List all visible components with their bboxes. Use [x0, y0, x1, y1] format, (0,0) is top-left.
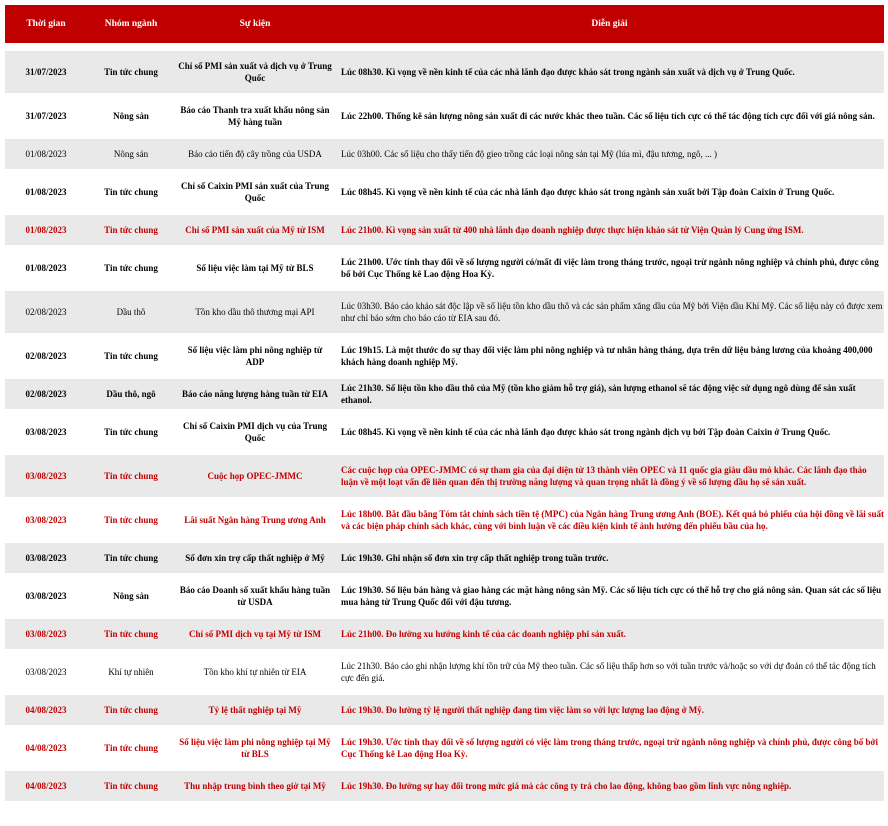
cell-event: Chỉ số PMI sản xuất của Mỹ từ ISM	[175, 214, 335, 246]
cell-explanation: Lúc 03h00. Các số liệu cho thấy tiến độ gieo trồng các loại nông sản tại Mỹ (lúa mì, đậu tương, ngô, ... )	[335, 138, 884, 170]
table-row	[5, 618, 884, 650]
cell-group: Tin tức chung	[87, 410, 175, 454]
cell-date: 31/07/2023	[5, 94, 87, 138]
cell-group: Tin tức chung	[87, 770, 175, 802]
cell-explanation: Lúc 08h45. Kì vọng về nền kinh tế của các nhà lãnh đạo được khảo sát trong ngành sản xuất bởi Tập đoàn Caixin ở Trung Quốc.	[335, 170, 884, 214]
cell-explanation: Lúc 19h30. Đo lường tỷ lệ người thất nghiệp đang tìm việc làm so với lực lượng lao động ở Mỹ.	[335, 694, 884, 726]
cell-group: Khí tự nhiên	[87, 650, 175, 694]
cell-group: Tin tức chung	[87, 170, 175, 214]
cell-date: 03/08/2023	[5, 498, 87, 542]
cell-event: Lãi suất Ngân hàng Trung ương Anh	[175, 498, 335, 542]
cell-explanation: Lúc 08h30. Kì vọng về nền kinh tế của các nhà lãnh đạo được khảo sát trong ngành sản xuất và dịch vụ ở Trung Quốc.	[335, 51, 884, 94]
cell-group: Tin tức chung	[87, 618, 175, 650]
table-row	[5, 574, 884, 618]
cell-date: 02/08/2023	[5, 290, 87, 334]
cell-explanation: Lúc 03h30. Báo cáo khảo sát độc lập về số liệu tồn kho dầu thô và các sản phẩm xăng dầu của Mỹ bởi Viện dầu Khí Mỹ. Các số liệu này có được xem như chỉ báo sớm cho báo cáo từ EIA sau đó.	[335, 290, 884, 334]
cell-date: 01/08/2023	[5, 138, 87, 170]
cell-event: Tồn kho khí tự nhiên từ EIA	[175, 650, 335, 694]
cell-date: 03/08/2023	[5, 650, 87, 694]
cell-event: Chỉ số Caixin PMI sản xuất của Trung Quốc	[175, 170, 335, 214]
cell-explanation: Lúc 19h30. Số liệu bán hàng và giao hàng các mặt hàng nông sản Mỹ. Các số liệu tích cực có thể hỗ trợ cho giá nông sản. Quan sát các số liệu mua hàng từ Trung Quốc đối với đậu tương.	[335, 574, 884, 618]
cell-group: Tin tức chung	[87, 498, 175, 542]
cell-explanation: Lúc 19h15. Là một thước đo sự thay đổi việc làm phi nông nghiệp và tư nhân hàng tháng, dựa trên dữ liệu bảng lương của khoảng 400,000 khách hàng doanh nghiệp Mỹ.	[335, 334, 884, 378]
table-row	[5, 94, 884, 138]
cell-group: Nông sản	[87, 574, 175, 618]
table-row	[5, 694, 884, 726]
cell-event: Cuộc họp OPEC-JMMC	[175, 454, 335, 498]
cell-explanation: Lúc 21h30. Báo cáo ghi nhận lượng khí tồn trữ của Mỹ theo tuần. Các số liệu thấp hơn so với tuần trước và/hoặc so với dự đoán có thể tác động tích cực đến giá.	[335, 650, 884, 694]
header-event: Sự kiện	[175, 5, 335, 43]
cell-explanation: Lúc 21h00. Ước tính thay đổi về số lượng người có/mất đi việc làm trong tháng trước, ngoại trừ ngành nông nghiệp và chính phủ, được công bố bởi Cục Thống kê Lao động Hoa Kỳ.	[335, 246, 884, 290]
cell-explanation: Lúc 21h00. Đo lường xu hướng kinh tế của các doanh nghiệp phi sản xuất.	[335, 618, 884, 650]
header-explanation: Diễn giải	[335, 5, 884, 43]
cell-event: Số đơn xin trợ cấp thất nghiệp ở Mỹ	[175, 542, 335, 574]
cell-event: Chỉ số PMI dịch vụ tại Mỹ từ ISM	[175, 618, 335, 650]
cell-explanation: Các cuộc họp của OPEC-JMMC có sự tham gia của đại diện từ 13 thành viên OPEC và 11 quốc gia giàu dầu mỏ khác. Các lãnh đạo thảo luận về một loạt vấn đề liên quan đến thị trường năng lượng và quan trọng nhất là đồng ý về số lượng dầu họ sẽ sản xuất.	[335, 454, 884, 498]
cell-date: 01/08/2023	[5, 214, 87, 246]
cell-date: 03/08/2023	[5, 410, 87, 454]
table-row	[5, 410, 884, 454]
cell-explanation: Lúc 19h30. Đo lường sự hay đổi trong mức giá mà các công ty trả cho lao động, không bao gồm lĩnh vực nông nghiệp.	[335, 770, 884, 802]
table-row	[5, 51, 884, 94]
cell-date: 04/08/2023	[5, 770, 87, 802]
cell-group: Tin tức chung	[87, 454, 175, 498]
cell-event: Thu nhập trung bình theo giờ tại Mỹ	[175, 770, 335, 802]
cell-group: Tin tức chung	[87, 542, 175, 574]
cell-group: Tin tức chung	[87, 51, 175, 94]
cell-group: Dầu thô	[87, 290, 175, 334]
cell-group: Tin tức chung	[87, 334, 175, 378]
cell-group: Dầu thô, ngô	[87, 378, 175, 410]
header-group: Nhóm ngành	[87, 5, 175, 43]
cell-date: 03/08/2023	[5, 618, 87, 650]
cell-event: Chỉ số PMI sản xuất và dịch vụ ở Trung Quốc	[175, 51, 335, 94]
cell-date: 04/08/2023	[5, 726, 87, 770]
cell-date: 01/08/2023	[5, 170, 87, 214]
cell-date: 04/08/2023	[5, 694, 87, 726]
cell-explanation: Lúc 21h00. Kì vọng sản xuất từ 400 nhà lãnh đạo doanh nghiệp được thực hiện khảo sát từ Viện Quản lý Cung ứng ISM.	[335, 214, 884, 246]
header-row	[5, 5, 884, 43]
cell-date: 31/07/2023	[5, 51, 87, 94]
cell-group: Tin tức chung	[87, 246, 175, 290]
cell-explanation: Lúc 08h45. Kì vọng về nền kinh tế của các nhà lãnh đạo được khảo sát trong ngành dịch vụ bởi Tập đoàn Caixin ở Trung Quốc.	[335, 410, 884, 454]
header-time: Thời gian	[5, 5, 87, 43]
cell-group: Nông sản	[87, 138, 175, 170]
table-row	[5, 542, 884, 574]
cell-date: 03/08/2023	[5, 574, 87, 618]
cell-explanation: Lúc 19h30. Ghi nhận số đơn xin trợ cấp thất nghiệp trong tuần trước.	[335, 542, 884, 574]
cell-group: Tin tức chung	[87, 726, 175, 770]
cell-explanation: Lúc 21h30. Số liệu tồn kho dầu thô của Mỹ (tồn kho giảm hỗ trợ giá), sản lượng ethanol sẽ tác động việc sử dụng ngô dùng để sản xuất ethanol.	[335, 378, 884, 410]
spacer-row	[5, 43, 884, 51]
cell-event: Báo cáo Thanh tra xuất khẩu nông sản Mỹ hàng tuần	[175, 94, 335, 138]
table-row	[5, 650, 884, 694]
cell-event: Số liệu việc làm tại Mỹ từ BLS	[175, 246, 335, 290]
table-row	[5, 770, 884, 802]
table-row	[5, 170, 884, 214]
cell-explanation: Lúc 18h00. Bắt đầu bằng Tóm tắt chính sách tiền tệ (MPC) của Ngân hàng Trung ương Anh (BOE). Kết quả bỏ phiếu của hội đồng về lãi suất và các biện pháp chính sách khác, cùng với bình luận về các điều kiện kinh tế ảnh hưởng đến phiếu bầu của họ.	[335, 498, 884, 542]
table-row	[5, 214, 884, 246]
table-row	[5, 454, 884, 498]
cell-event: Báo cáo tiến độ cây trồng của USDA	[175, 138, 335, 170]
table-row	[5, 138, 884, 170]
cell-group: Tin tức chung	[87, 694, 175, 726]
table-row	[5, 334, 884, 378]
cell-explanation: Lúc 19h30. Ước tính thay đổi về số lượng người có việc làm trong tháng trước, ngoại trừ ngành nông nghiệp và chính phủ, được công bố bởi Cục Thống kê Lao động Hoa Kỳ.	[335, 726, 884, 770]
table-row	[5, 290, 884, 334]
cell-event: Báo cáo năng lượng hàng tuần từ EIA	[175, 378, 335, 410]
cell-event: Tỷ lệ thất nghiệp tại Mỹ	[175, 694, 335, 726]
cell-event: Chỉ số Caixin PMI dịch vụ của Trung Quốc	[175, 410, 335, 454]
table-row	[5, 246, 884, 290]
table-row	[5, 726, 884, 770]
cell-date: 02/08/2023	[5, 378, 87, 410]
cell-event: Tồn kho dầu thô thương mại API	[175, 290, 335, 334]
cell-event: Số liệu việc làm phi nông nghiệp từ ADP	[175, 334, 335, 378]
cell-date: 02/08/2023	[5, 334, 87, 378]
cell-date: 01/08/2023	[5, 246, 87, 290]
cell-date: 03/08/2023	[5, 454, 87, 498]
cell-group: Nông sản	[87, 94, 175, 138]
cell-date: 03/08/2023	[5, 542, 87, 574]
cell-event: Số liệu việc làm phi nông nghiệp tại Mỹ từ BLS	[175, 726, 335, 770]
economic-calendar-table	[5, 5, 884, 803]
table-row	[5, 498, 884, 542]
cell-group: Tin tức chung	[87, 214, 175, 246]
cell-explanation: Lúc 22h00. Thống kê sản lượng nông sản xuất đi các nước khác theo tuần. Các số liệu tích cực có thể tác động tích cực đối với giá nông sản.	[335, 94, 884, 138]
table-row	[5, 378, 884, 410]
cell-event: Báo cáo Doanh số xuất khẩu hàng tuần từ USDA	[175, 574, 335, 618]
